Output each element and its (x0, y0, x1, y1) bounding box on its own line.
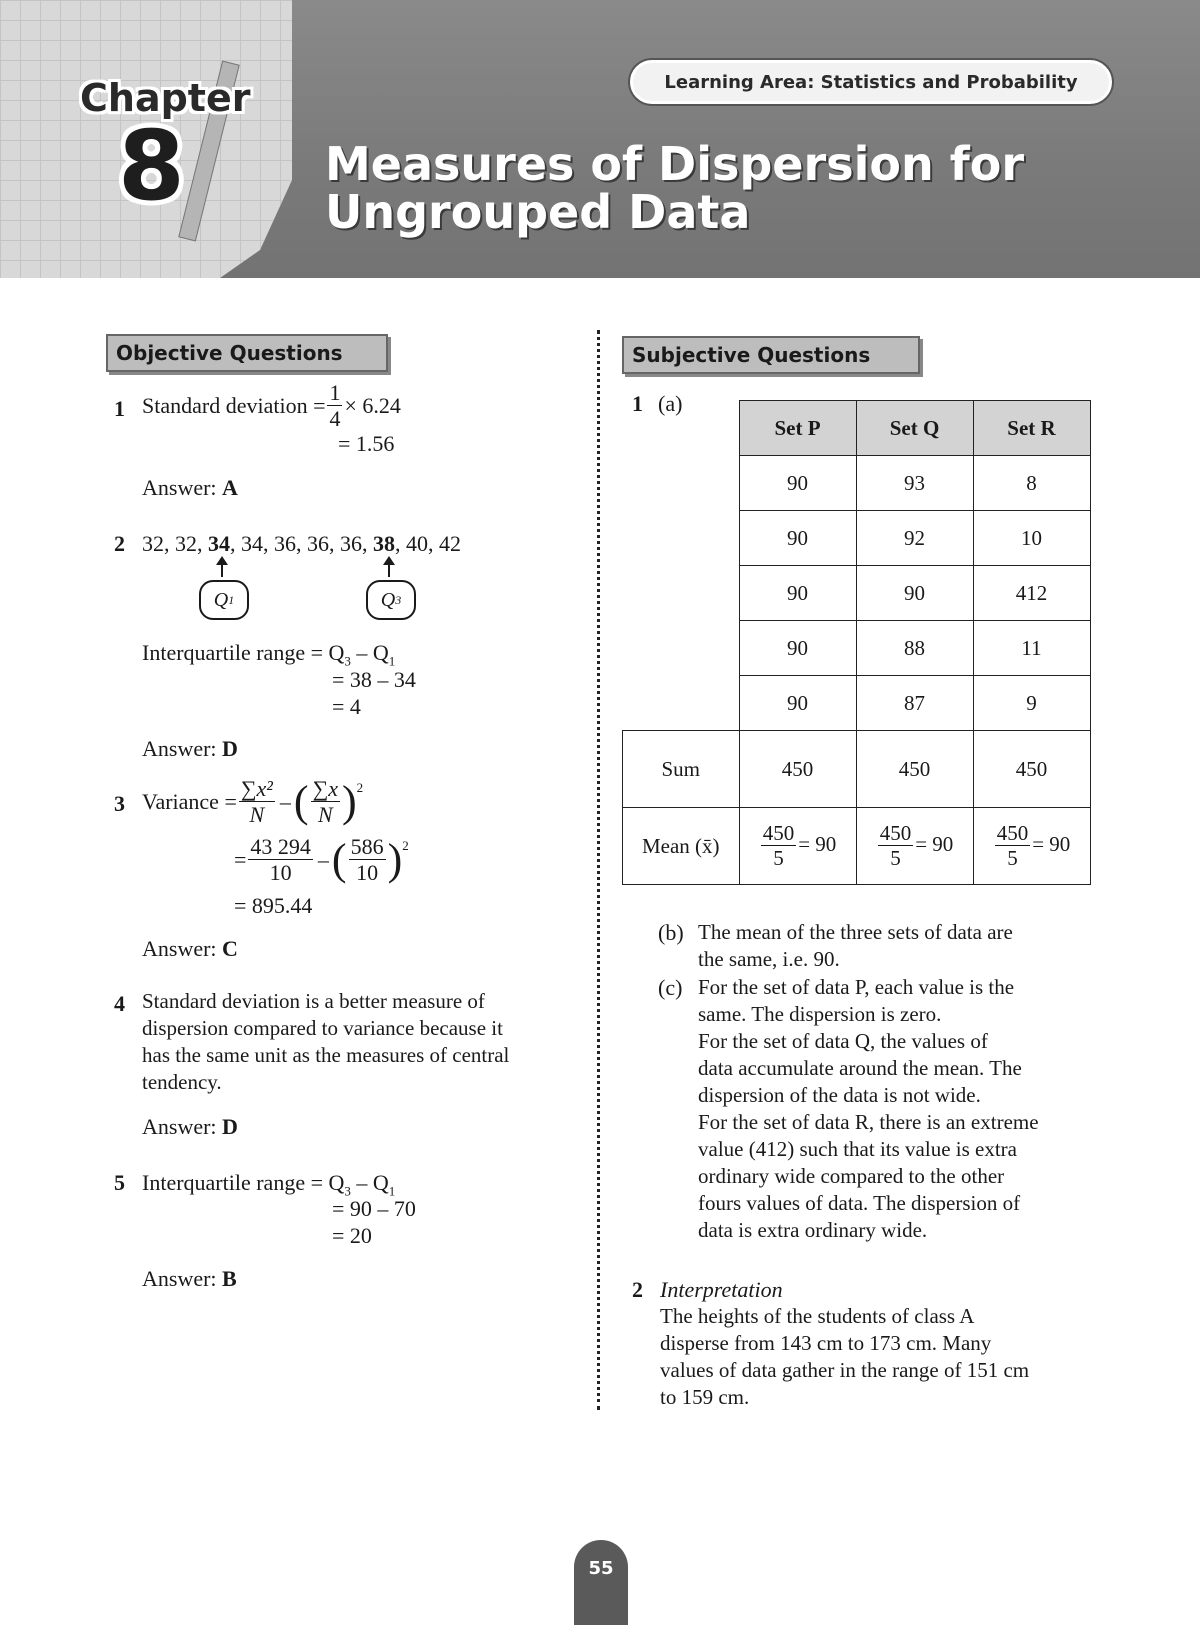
question-number: 3 (114, 791, 125, 816)
table-mean-row (623, 808, 1091, 885)
table-cell: 90 (739, 511, 856, 566)
q2-text: The heights of the students of class A disperse from 143 cm to 173 cm. Many values of data gather in the range of 151 cm to 159 cm. (660, 1304, 1030, 1409)
table-row (623, 566, 1091, 621)
chapter-title-line2: Ungrouped Data (325, 185, 751, 240)
table-cell: 90 (739, 621, 856, 676)
part-b-text: The mean of the three sets of data are the same, i.e. 90. (698, 920, 1013, 971)
learning-area-badge: Learning Area: Statistics and Probability (630, 60, 1112, 104)
fraction: $\frac{\sum x}{N}$ (312, 776, 339, 827)
data-table (622, 400, 1091, 885)
table-row (623, 511, 1091, 566)
table-header-cell: Set P (739, 401, 856, 456)
q1-quartile-box: Q 1 (199, 580, 249, 620)
q1-result: = 1.56 (338, 431, 395, 456)
question-number: 1 (114, 396, 125, 421)
part-label: (b) (658, 920, 684, 945)
table-row (623, 676, 1091, 731)
q3-quartile-box: Q 3 (366, 580, 416, 620)
sum-label-cell: Sum (623, 731, 740, 808)
arrow-up-icon (216, 556, 228, 565)
mean-cell: $\frac{450}{5}$ = 90 (856, 808, 973, 885)
chapter-title (325, 137, 1145, 240)
q1-formula (142, 380, 401, 431)
table-cell: 92 (856, 511, 973, 566)
table-cell: 9 (973, 676, 1090, 731)
chapter-label: Chapter (80, 76, 251, 120)
chapter-title-line1: Measures of Dispersion for (325, 137, 1025, 191)
table-row (623, 456, 1091, 511)
q2-heading: Interpretation (660, 1277, 783, 1302)
q4-answer: Answer: D (142, 1114, 238, 1139)
q3-answer: Answer: C (142, 936, 238, 961)
q1-rest: × 6.24 (344, 393, 401, 418)
q1-label: Standard deviation = (142, 393, 326, 418)
page-number: 55 (574, 1540, 628, 1625)
q5-iqr-line1: Interquartile range = $Q_3 - Q_1$ (142, 1170, 396, 1199)
table-cell: 87 (856, 676, 973, 731)
fraction: $\frac{43 294}{10}$ (250, 834, 311, 885)
table-cell: 90 (739, 676, 856, 731)
subjective-questions-heading: Subjective Questions (622, 336, 920, 374)
q2-sequence: 32, 32, 34, 34, 36, 36, 36, 38, 40, 42 (142, 531, 461, 556)
question-number: 2 (114, 531, 125, 556)
table-cell: 450 (973, 731, 1090, 808)
table-header-row (623, 401, 1091, 456)
fraction: $\frac{586}{10}$ (350, 834, 384, 885)
q1-fraction: $\frac{1}{4}$ (329, 380, 341, 431)
table-row (623, 621, 1091, 676)
question-number: 5 (114, 1170, 125, 1195)
q3-formula-line1: Variance = $\frac{\text{∑x²}}{N}$ – ( $\frac{\sum x}{N}$ ) $^2$ (142, 776, 364, 827)
fraction: $\frac{\text{∑x²}}{N}$ (240, 776, 273, 827)
table-sum-row (623, 731, 1091, 808)
table-cell: 90 (739, 566, 856, 621)
arrow-up-icon (383, 556, 395, 565)
mean-cell: $\frac{450}{5}$ = 90 (973, 808, 1090, 885)
q2-answer: Answer: D (142, 736, 238, 761)
table-cell: 90 (856, 566, 973, 621)
question-number: 2 (632, 1277, 643, 1302)
table-cell: 11 (973, 621, 1090, 676)
q5-iqr-line2: = 90 – 70 (332, 1196, 416, 1221)
mean-cell: $\frac{450}{5}$ = 90 (739, 808, 856, 885)
part-label: (c) (658, 975, 683, 1000)
mean-label-cell: Mean (x̄) (623, 808, 740, 885)
q4-text: Standard deviation is a better measure of dispersion compared to variance because it has the same unit as the measures of central tendency. (142, 989, 510, 1094)
table-cell: 450 (856, 731, 973, 808)
q2-iqr-line3: = 4 (332, 694, 361, 719)
q3-arrow (383, 556, 395, 577)
table-cell: 450 (739, 731, 856, 808)
table-cell: 88 (856, 621, 973, 676)
part-label: (a) (658, 391, 683, 416)
table-cell: 90 (739, 456, 856, 511)
table-cell: 10 (973, 511, 1090, 566)
q3-formula-line2: = $\frac{43 294}{10}$ – ( $\frac{586}{10}$ ) $^2$ (234, 834, 409, 885)
table-header-cell: Set Q (856, 401, 973, 456)
question-number: 1 (632, 391, 643, 416)
q2-iqr-line1: Interquartile range = $Q_3 - Q_1$ (142, 640, 396, 669)
chapter-number: 8 (118, 110, 185, 222)
table-cell: 412 (973, 566, 1090, 621)
question-number: 4 (114, 991, 125, 1016)
q2-iqr-line2: = 38 – 34 (332, 667, 416, 692)
q5-answer: Answer: B (142, 1266, 237, 1291)
table-header-cell: Set R (973, 401, 1090, 456)
objective-questions-heading: Objective Questions (106, 334, 388, 372)
q5-iqr-line3: = 20 (332, 1223, 372, 1248)
q3-result: = 895.44 (234, 893, 313, 918)
table-cell: 93 (856, 456, 973, 511)
table-cell: 8 (973, 456, 1090, 511)
part-c-text: For the set of data P, each value is the same. The dispersion is zero. For the set of data Q, the values of data accumulate around the mean. The dispersion of the data is not wide. For the set of data R, there is an extreme value (412) such that its value is extra ordinary wide compared to the other fours values of data. The dispersion of data is extra ordinary wide. (698, 975, 1039, 1242)
column-divider (597, 330, 600, 1410)
q1-arrow (216, 556, 228, 577)
q1-answer: Answer: A (142, 475, 238, 500)
